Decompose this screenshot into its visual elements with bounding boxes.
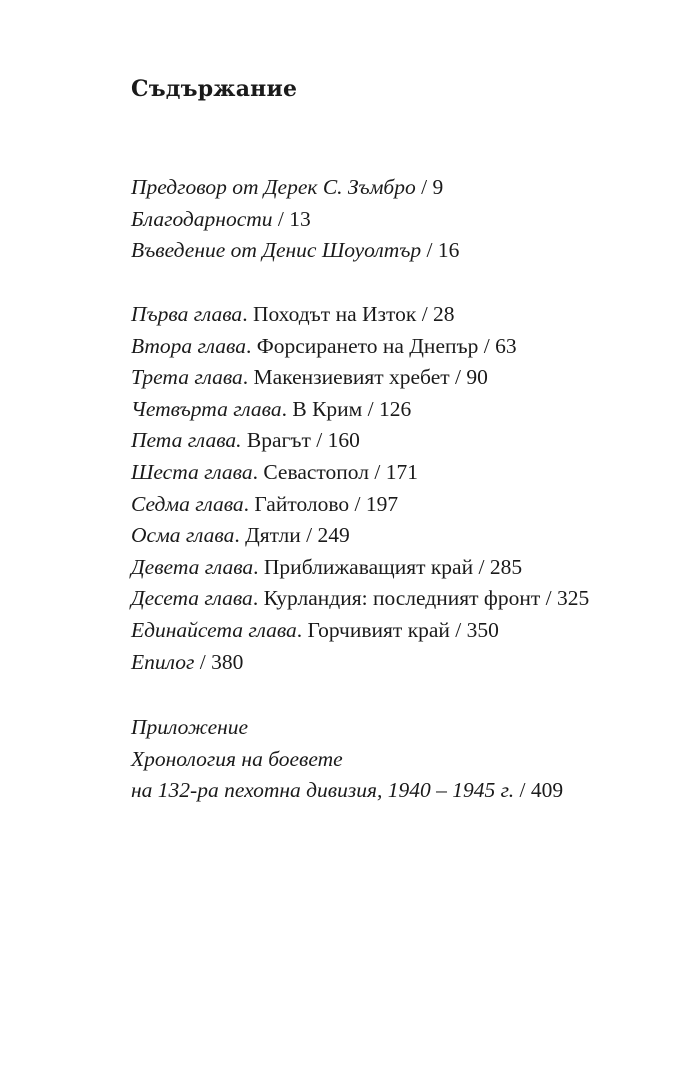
entry-title: Единайсета глава: [131, 617, 297, 642]
entry-page: . Макензиевият хребет / 90: [242, 365, 488, 390]
toc-entry: [131, 520, 671, 552]
appendix-list: [131, 712, 671, 807]
entry-title: Шеста глава: [131, 459, 253, 484]
entry-page: . Гайтолово / 197: [243, 491, 399, 516]
toc-entry: [131, 552, 671, 584]
entry-title: Втора глава: [131, 333, 246, 358]
toc-entry: [131, 583, 671, 615]
entry-page: . Севастопол / 171: [252, 459, 418, 484]
entry-page: Врагът / 160: [241, 428, 360, 453]
toc-entry: [131, 299, 671, 331]
entry-title: Десета глава: [131, 586, 253, 611]
entry-page: . Дятли / 249: [234, 523, 350, 548]
toc-entry: [131, 647, 671, 679]
toc-entry: [131, 457, 671, 489]
toc-entry: [131, 362, 671, 394]
toc-entry: [131, 615, 671, 647]
toc-entry: [131, 425, 671, 457]
entry-title: Трета глава: [131, 365, 243, 390]
entry-title: Първа глава: [131, 302, 243, 326]
toc-entry: [131, 744, 671, 776]
entry-page: . Горчивият край / 350: [296, 617, 499, 642]
entry-title: Хронология на боевете: [131, 746, 343, 771]
toc-entry: [131, 775, 671, 807]
entry-page: / 380: [194, 649, 244, 674]
entry-page: . Курландия: последният фронт / 325: [252, 586, 590, 611]
entry-title: Осма глава: [131, 523, 235, 548]
toc-entry: [131, 712, 671, 744]
entry-page: / 13: [272, 206, 311, 231]
entry-title: Седма глава: [131, 491, 244, 516]
entry-title: Епилог: [131, 649, 195, 674]
contents-heading: Съдържание: [131, 76, 298, 102]
entry-page: / 9: [415, 175, 444, 199]
toc-entry: [131, 172, 671, 204]
toc-entry: [131, 235, 671, 267]
entry-page: / 16: [421, 238, 460, 263]
entry-page: . Форсирането на Днепър / 63: [245, 333, 517, 358]
entry-page: . Походът на Изток / 28: [242, 302, 455, 326]
entry-title: Пета глава.: [131, 428, 242, 453]
entry-title: на 132-ра пехотна дивизия, 1940 – 1945 г.: [131, 778, 515, 803]
front-matter-list: [131, 172, 671, 267]
toc-entry: [131, 489, 671, 521]
entry-page: / 409: [514, 778, 564, 803]
entry-page: . В Крим / 126: [281, 396, 412, 421]
entry-title: Благодарности: [131, 206, 273, 231]
toc-entry: [131, 204, 671, 236]
entry-title: Девета глава: [131, 554, 254, 579]
toc-entry: [131, 331, 671, 363]
entry-page: . Приближаващият край / 285: [253, 554, 523, 579]
entry-title: Въведение от Денис Шоуолтър: [131, 238, 422, 263]
entry-title: Четвърта глава: [131, 396, 282, 421]
entry-title: Приложение: [131, 715, 249, 739]
chapters-list: [131, 299, 671, 678]
entry-title: Предговор от Дерек С. Зъмбро: [131, 175, 416, 199]
toc-entry: [131, 394, 671, 426]
